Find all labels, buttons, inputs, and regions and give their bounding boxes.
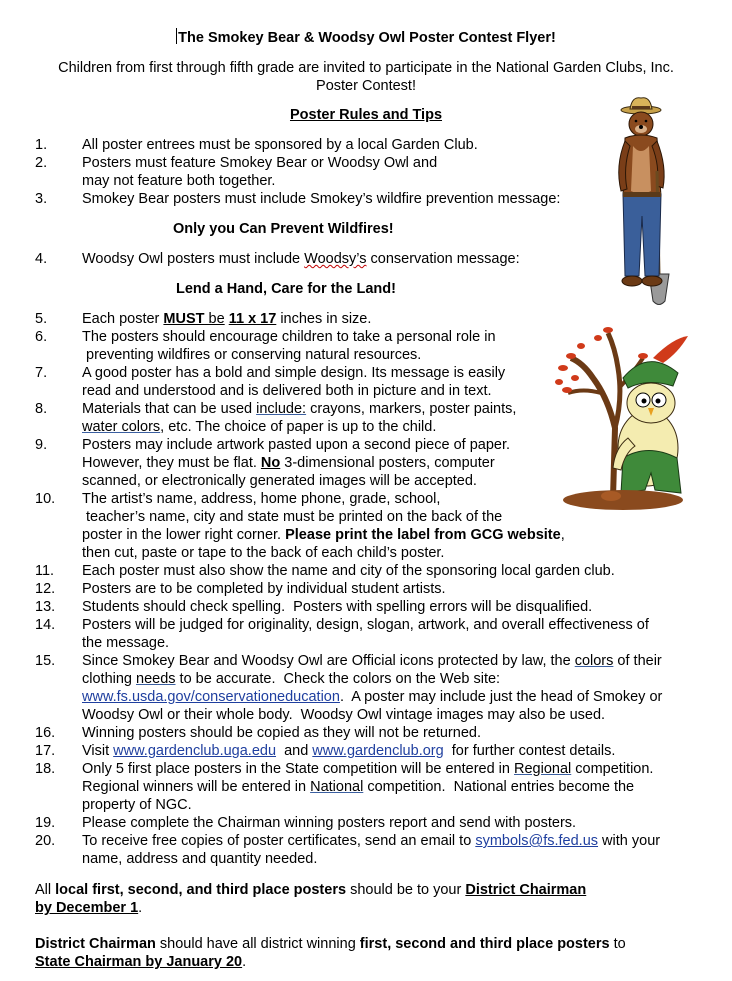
rule-20-line-1: To receive free copies of poster certificates, send an email to symbols@fs.fed.us with your: [82, 833, 661, 849]
rule-20-line-2: name, address and quantity needed.: [82, 851, 318, 867]
rule-18-line-2: Regional winners will be entered in National competition. National entries become the: [82, 779, 635, 795]
rule-15-number: 15.: [35, 653, 56, 669]
rule-9-line-3: scanned, or electronically generated images will be accepted.: [82, 473, 477, 489]
rule-18-line-3: property of NGC.: [82, 797, 192, 813]
rule-3-number: 3.: [35, 191, 48, 207]
intro-line-1: Children from first through fifth grade are invited to participate in the National Garden Clubs, Inc.: [58, 60, 674, 76]
rule-18-line-1: Only 5 first place posters in the State competition will be entered in Regional competition.: [82, 761, 654, 777]
rules-heading: Poster Rules and Tips: [289, 107, 443, 123]
rule-5-number: 5.: [35, 311, 48, 327]
rule-3-text: Smokey Bear posters must include Smokey’s wildfire prevention message:: [82, 191, 561, 207]
gardenclub-uga-link[interactable]: www.gardenclub.uga.edu: [113, 743, 277, 759]
rule-15-line-3: www.fs.usda.gov/conservationeducation. A poster may include just the head of Smokey or: [82, 689, 663, 705]
rule-7-line-1: A good poster has a bold and simple design. Its message is easily: [82, 365, 506, 381]
smokey-bear-illustration: [605, 96, 680, 311]
rule-13-text: Students should check spelling. Posters with spelling errors will be disqualified.: [82, 599, 593, 615]
rule-10-line-4: then cut, paste or tape to the back of each child’s poster.: [82, 545, 445, 561]
footer-para-1-line-2: by December 1.: [35, 900, 143, 916]
rule-10-line-2: teacher’s name, city and state must be printed on the back of the: [82, 509, 503, 525]
rule-2-line-1: Posters must feature Smokey Bear or Woodsy Owl and: [82, 155, 438, 171]
rule-11-text: Each poster must also show the name and city of the sponsoring local garden club.: [82, 563, 615, 579]
rule-10-number: 10.: [35, 491, 56, 507]
rule-2-number: 2.: [35, 155, 48, 171]
rule-7-line-2: read and understood and is delivered both in picture and in text.: [82, 383, 492, 399]
footer-para-2-line-2: State Chairman by January 20.: [35, 954, 247, 970]
rule-18-number: 18.: [35, 761, 56, 777]
rule-13-number: 13.: [35, 599, 56, 615]
rule-19-text: Please complete the Chairman winning posters report and send with posters.: [82, 815, 577, 831]
rule-1-text: All poster entrees must be sponsored by a local Garden Club.: [82, 137, 478, 153]
rule-14-number: 14.: [35, 617, 56, 633]
rule-8-number: 8.: [35, 401, 48, 417]
rule-4-text: Woodsy Owl posters must include Woodsy’s conservation message:: [82, 251, 520, 267]
rule-10-line-1: The artist’s name, address, home phone, grade, school,: [82, 491, 441, 507]
rule-16-text: Winning posters should be copied as they will not be returned.: [82, 725, 481, 741]
rule-6-line-1: The posters should encourage children to take a personal role in: [82, 329, 496, 345]
woodsy-slogan: Lend a Hand, Care for the Land!: [176, 281, 396, 297]
page-title: The Smokey Bear & Woodsy Owl Poster Contest Flyer!: [178, 30, 556, 46]
email-link[interactable]: symbols@fs.fed.us: [475, 833, 599, 849]
rule-6-number: 6.: [35, 329, 48, 345]
rule-10-line-3: poster in the lower right corner. Please print the label from GCG website,: [82, 527, 565, 543]
rule-11-number: 11.: [35, 563, 55, 579]
footer-para-1-line-1: All local first, second, and third place posters should be to your District Chairman: [35, 882, 587, 898]
rule-9-number: 9.: [35, 437, 48, 453]
conservation-education-link[interactable]: www.fs.usda.gov/conservationeducation: [82, 689, 340, 705]
rule-17-text: Visit www.gardenclub.uga.edu and www.gardenclub.org for further contest details.: [82, 743, 616, 759]
footer-para-2-line-1: District Chairman should have all district winning first, second and third place posters to: [35, 936, 626, 952]
rule-7-number: 7.: [35, 365, 48, 381]
rule-15-line-1: Since Smokey Bear and Woodsy Owl are Official icons protected by law, the colors of their: [82, 653, 662, 669]
rule-12-number: 12.: [35, 581, 56, 597]
rule-15-line-2: clothing needs to be accurate. Check the colors on the Web site:: [82, 671, 501, 687]
rule-9-line-1: Posters may include artwork pasted upon a second piece of paper.: [82, 437, 511, 453]
rule-16-number: 16.: [35, 725, 56, 741]
rule-6-line-2: preventing wildfires or conserving natural resources.: [82, 347, 422, 363]
rule-8-line-2: water colors, etc. The choice of paper is up to the child.: [82, 419, 437, 435]
rule-14-line-2: the message.: [82, 635, 170, 651]
rule-9-line-2: However, they must be flat. No 3-dimensional posters, computer: [82, 455, 495, 471]
rule-14-line-1: Posters will be judged for originality, design, slogan, artwork, and overall effectiveness of: [82, 617, 649, 633]
rule-15-line-4: Woodsy Owl or their whole body. Woodsy Owl vintage images may also be used.: [82, 707, 606, 723]
rule-2-line-2: may not feature both together.: [82, 173, 276, 189]
intro-line-2: Poster Contest!: [316, 78, 416, 94]
rule-5-text: Each poster MUST be 11 x 17 inches in size.: [82, 311, 372, 327]
woodsy-owl-illustration: [553, 318, 693, 513]
rule-20-number: 20.: [35, 833, 56, 849]
rule-17-number: 17.: [35, 743, 56, 759]
gardenclub-org-link[interactable]: www.gardenclub.org: [312, 743, 444, 759]
rule-1-number: 1.: [35, 137, 48, 153]
rule-4-number: 4.: [35, 251, 48, 267]
smokey-slogan: Only you Can Prevent Wildfires!: [173, 221, 394, 237]
rule-12-text: Posters are to be completed by individual student artists.: [82, 581, 446, 597]
rule-19-number: 19.: [35, 815, 56, 831]
rule-8-line-1: Materials that can be used include: crayons, markers, poster paints,: [82, 401, 517, 417]
